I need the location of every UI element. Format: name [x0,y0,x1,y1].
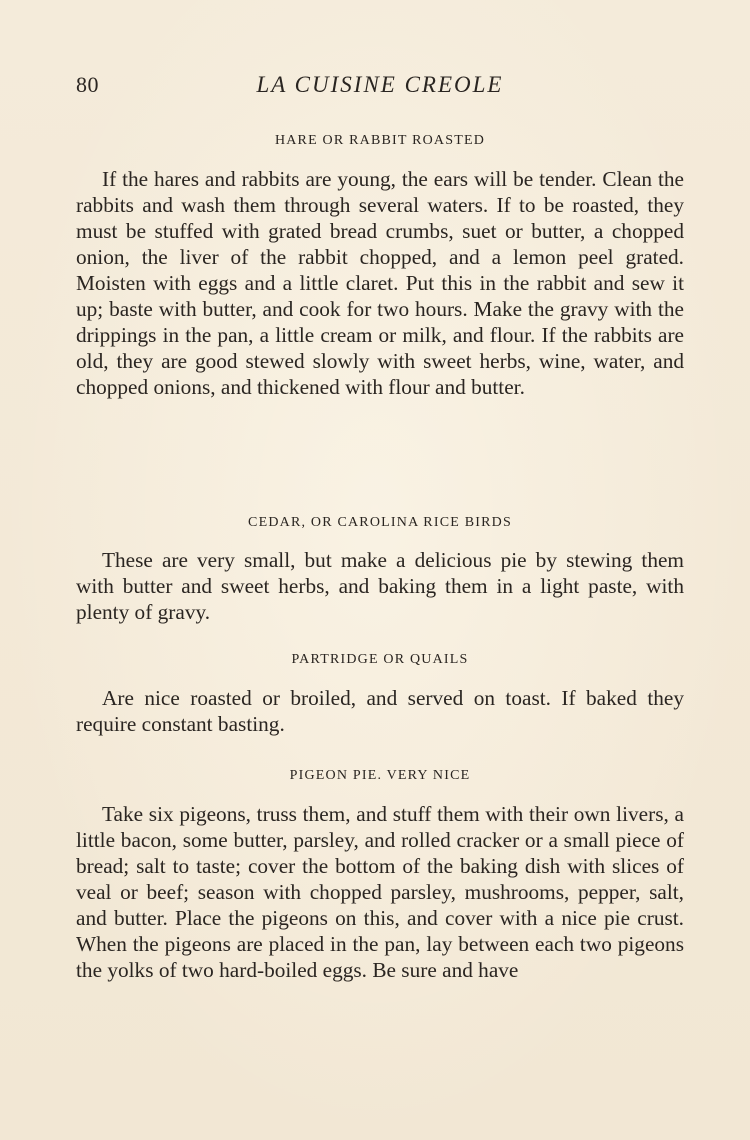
section-heading-hare: HARE OR RABBIT ROASTED [274,133,486,148]
page-header [76,72,684,102]
section-heading-rice-birds: CEDAR, OR CAROLINA RICE BIRDS [248,515,512,530]
section-body-hare: If the hares and rabbits are young, the ears will be tender. Clean the rabbits and wash them through several waters. If to be roasted, they must be stuffed with grated bread crumbs, suet or butter, a chopped onion, the liver of the rabbit chopped, and a lemon peel grated. Moisten with eggs and a little claret. Put this in the rabbit and sew it up; baste with butter, and cook for two hours. Make the gravy with the drippings in the pan, a little cream or milk, and flour. If the rabbits are old, they are good stewed slowly with sweet herbs, wine, water, and chopped onions, and thickened with flour and butter. [76,167,684,399]
page-number: 80 [76,72,99,97]
section-body-rice-birds: These are very small, but make a delicious pie by stewing them with butter and sweet herbs, and baking them in a light paste, with plenty of gravy. [76,548,684,624]
section-heading-pigeon-pie: PIGEON PIE. VERY NICE [289,768,471,783]
section-body-pigeon-pie: Take six pigeons, truss them, and stuff them with their own livers, a little bacon, some butter, parsley, and rolled cracker or a small piece of bread; salt to taste; cover the bottom of the baking dish with slices of veal or beef; season with chopped parsley, mushrooms, pepper, salt, and butter. Place the pigeons on this, and cover with a nice pie crust. When the pigeons are placed in the pan, lay between each two pigeons the yolks of two hard-boiled eggs. Be sure and have [76,802,684,982]
running-title: LA CUISINE CREOLE [256,72,504,97]
section-heading-partridge: PARTRIDGE OR QUAILS [291,652,469,667]
section-body-partridge: Are nice roasted or broiled, and served on toast. If baked they require constant basting. [76,686,684,736]
